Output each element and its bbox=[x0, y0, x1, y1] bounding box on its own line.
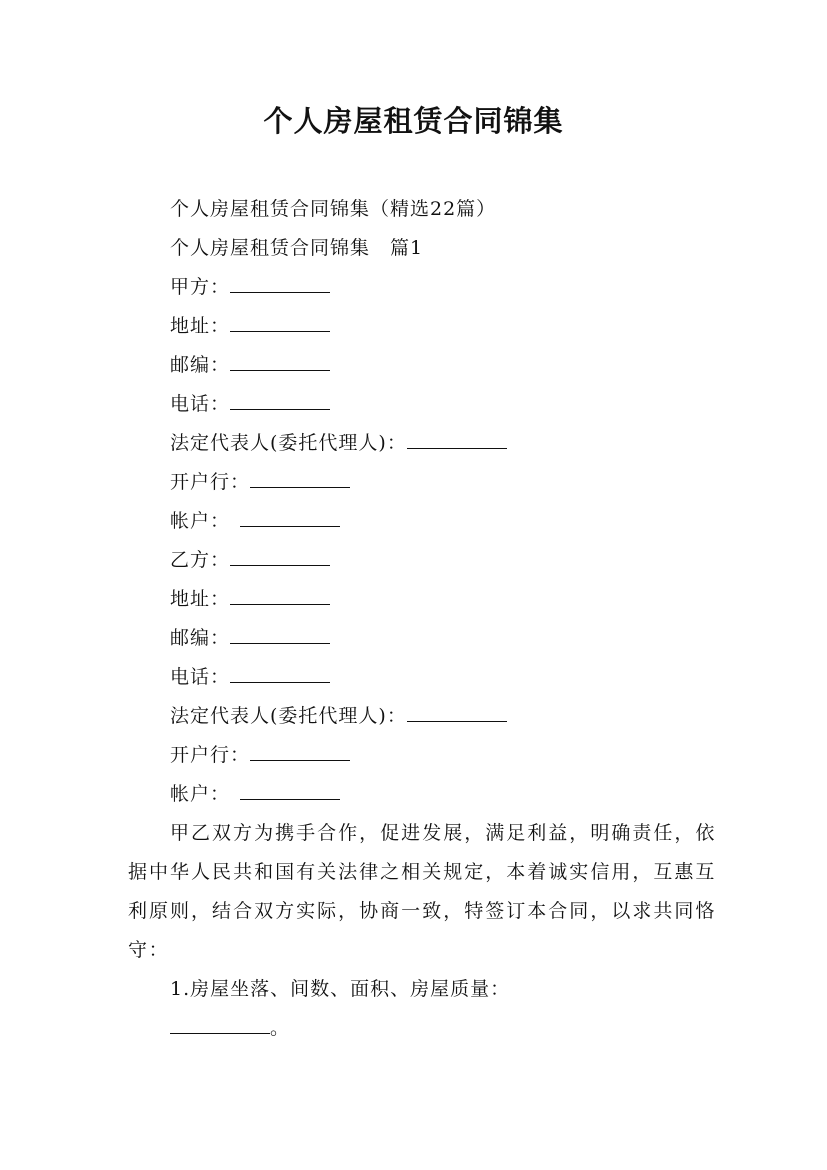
clause-1-end-mark: 。 bbox=[270, 1017, 291, 1039]
party-b-postcode-label: 邮编： bbox=[170, 627, 231, 649]
party-b-bank-label: 开户行： bbox=[170, 744, 251, 766]
party-a-postcode-label: 邮编： bbox=[170, 354, 231, 376]
party-a-account-line bbox=[128, 502, 716, 541]
clause-1-blank bbox=[170, 1032, 270, 1034]
party-a-bank-blank bbox=[250, 486, 350, 488]
party-b-legal-rep-blank bbox=[407, 720, 507, 722]
document-body bbox=[128, 190, 716, 1048]
party-a-bank-label: 开户行： bbox=[170, 471, 251, 493]
party-b-phone-blank bbox=[230, 681, 330, 683]
party-b-phone-label: 电话： bbox=[170, 666, 231, 688]
party-a-phone-blank bbox=[230, 408, 330, 410]
party-a-phone-label: 电话： bbox=[170, 393, 231, 415]
document-subtitle: 个人房屋租赁合同锦集（精选22篇） bbox=[170, 198, 497, 220]
intro-paragraph: 甲乙双方为携手合作，促进发展，满足利益，明确责任，依据中华人民共和国有关法律之相关规定，本着诚实信用，互惠互利原则，结合双方实际，协商一致，特签订本合同，以求共同恪守： bbox=[128, 822, 716, 961]
party-b-account-blank bbox=[240, 798, 340, 800]
party-a-label: 甲方： bbox=[170, 276, 231, 298]
party-b-bank-line bbox=[128, 736, 716, 775]
party-b-account-line bbox=[128, 775, 716, 814]
party-b-legal-rep-line bbox=[128, 697, 716, 736]
party-a-line bbox=[128, 268, 716, 307]
party-a-blank bbox=[230, 291, 330, 293]
clause-1-fill-line bbox=[128, 1009, 716, 1048]
party-a-account-label: 帐户： bbox=[170, 510, 231, 532]
party-b-legal-rep-label: 法定代表人(委托代理人)： bbox=[170, 705, 407, 727]
party-a-address-line bbox=[128, 307, 716, 346]
party-a-bank-line bbox=[128, 463, 716, 502]
party-b-postcode-line bbox=[128, 619, 716, 658]
section-heading: 个人房屋租赁合同锦集 篇1 bbox=[170, 237, 424, 259]
clause-1: 1.房屋坐落、间数、面积、房屋质量： bbox=[170, 978, 511, 1000]
party-a-postcode-blank bbox=[230, 369, 330, 371]
party-b-blank bbox=[230, 564, 330, 566]
party-a-legal-rep-label: 法定代表人(委托代理人)： bbox=[170, 432, 407, 454]
party-b-address-line bbox=[128, 580, 716, 619]
party-a-address-blank bbox=[230, 330, 330, 332]
party-a-legal-rep-blank bbox=[407, 447, 507, 449]
party-a-address-label: 地址： bbox=[170, 315, 231, 337]
party-b-bank-blank bbox=[250, 759, 350, 761]
party-a-postcode-line bbox=[128, 346, 716, 385]
party-a-legal-rep-line bbox=[128, 424, 716, 463]
party-b-address-label: 地址： bbox=[170, 588, 231, 610]
party-b-label: 乙方： bbox=[170, 549, 231, 571]
party-b-account-label: 帐户： bbox=[170, 783, 231, 805]
party-b-postcode-blank bbox=[230, 642, 330, 644]
document-title: 个人房屋租赁合同锦集 bbox=[263, 104, 564, 138]
party-b-line bbox=[128, 541, 716, 580]
party-b-phone-line bbox=[128, 658, 716, 697]
party-a-account-blank bbox=[240, 525, 340, 527]
party-b-address-blank bbox=[230, 603, 330, 605]
party-a-phone-line bbox=[128, 385, 716, 424]
